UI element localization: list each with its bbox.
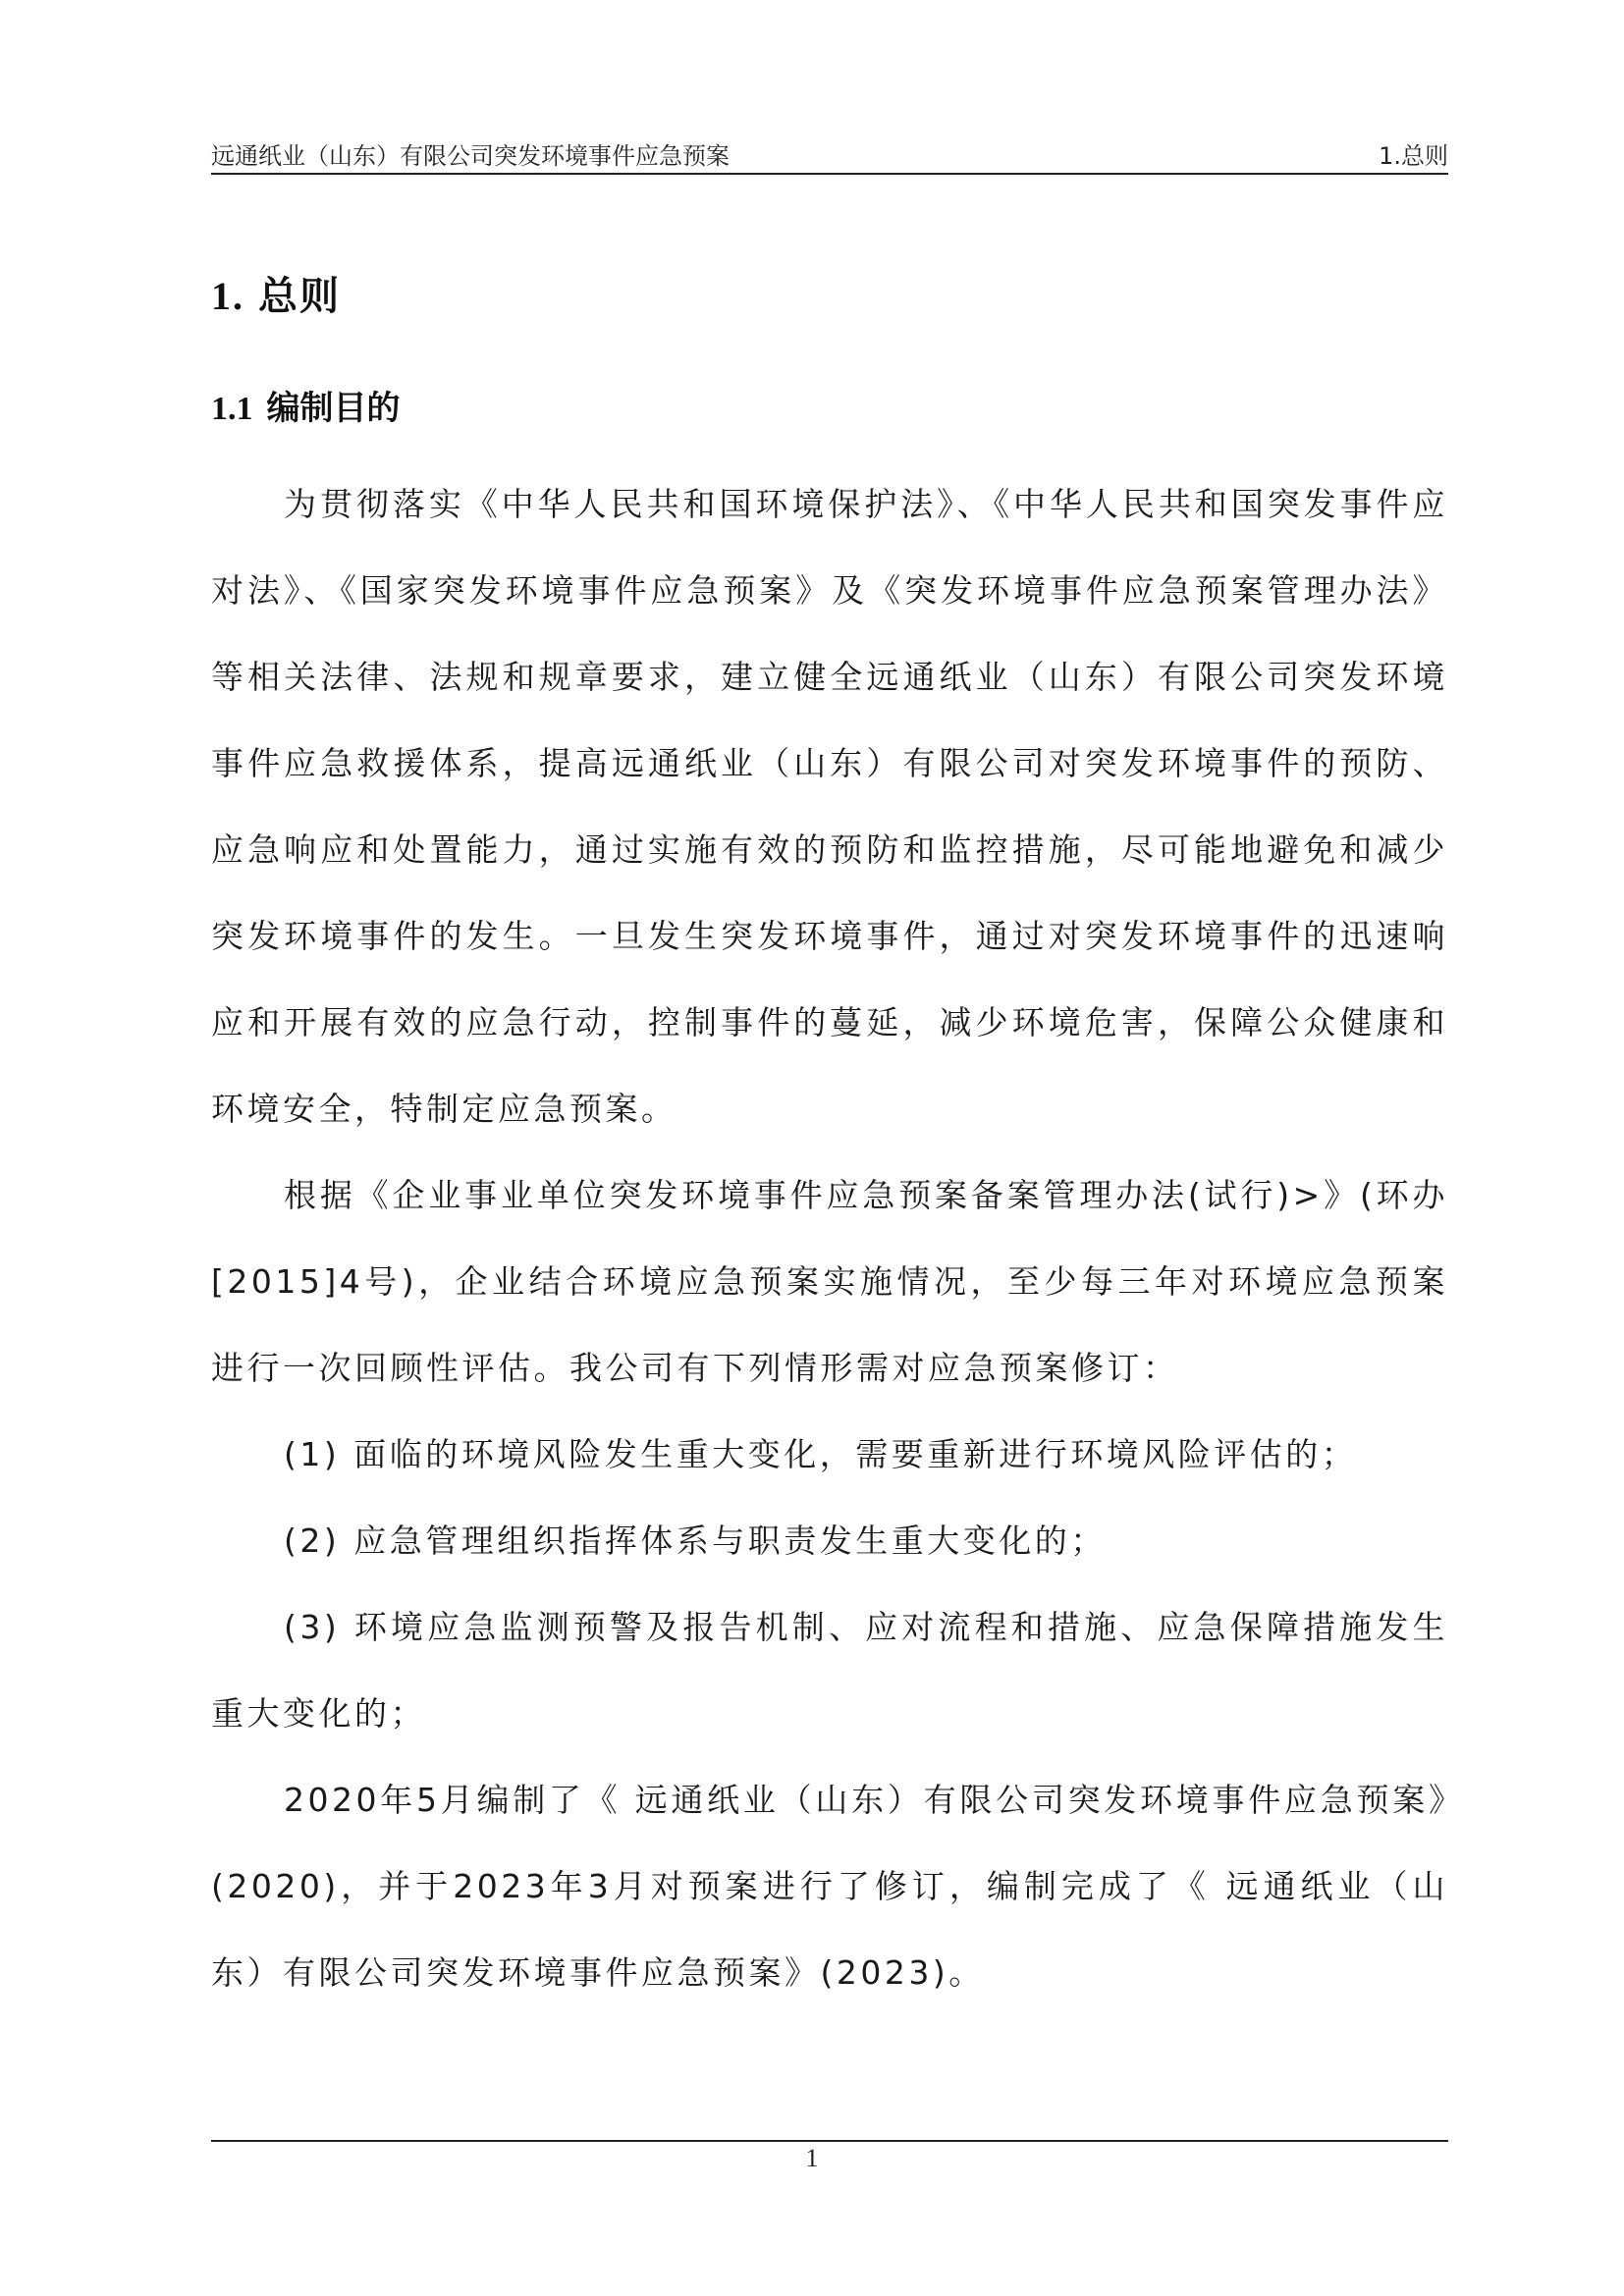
list-item-3: (3) 环境应急监测预警及报告机制、应对流程和措施、应急保障措施发生重大变化的；	[211, 1608, 1448, 1733]
header-divider	[211, 173, 1448, 175]
chapter-heading	[211, 265, 341, 321]
page-header	[211, 137, 1448, 171]
body-text	[211, 461, 1448, 2016]
paragraph-basis: 根据《企业事业单位突发环境事件应急预案备案管理办法(试行)>》(环办[2015]4号)，企业结合环境应急预案实施情况，至少每三年对环境应急预案进行一次回顾性评估。我公司有下列情形需对应急预案修订：	[211, 1176, 1448, 1387]
paragraph-purpose: 为贯彻落实《中华人民共和国环境保护法》、《中华人民共和国突发事件应对法》、《国家突发环境事件应急预案》及《突发环境事件应急预案管理办法》等相关法律、法规和规章要求，建立健全远通纸业（山东）有限公司突发环境事件应急救援体系，提高远通纸业（山东）有限公司对突发环境事件的预防、应急响应和处置能力，通过实施有效的预防和监控措施，尽可能地避免和减少突发环境事件的发生。一旦发生突发环境事件，通过对突发环境事件的迅速响应和开展有效的应急行动，控制事件的蔓延，减少环境危害，保障公众健康和环境安全，特制定应急预案。	[211, 485, 1448, 1128]
list-item-1: (1) 面临的环境风险发生重大变化，需要重新进行环境风险评估的；	[284, 1435, 1358, 1473]
chapter-title: 总则	[258, 274, 341, 319]
section-number: 1.1	[211, 391, 253, 427]
paragraph-history: 2020年5月编制了《 远通纸业（山东）有限公司突发环境事件应急预案》(2020)，并于2023年3月对预案进行了修订，编制完成了《 远通纸业（山东）有限公司突发环境事件应急预案》(2023)。	[211, 1781, 1448, 1992]
footer-divider	[211, 2140, 1448, 2142]
header-section-name: 1.总则	[1379, 142, 1448, 170]
header-document-title: 远通纸业（山东）有限公司突发环境事件应急预案	[211, 142, 730, 170]
page-number: 1	[805, 2144, 819, 2172]
list-item-2: (2) 应急管理组织指挥体系与职责发生重大变化的；	[284, 1522, 1107, 1560]
section-title: 编制目的	[266, 389, 401, 428]
section-heading	[211, 381, 401, 429]
chapter-number: 1.	[211, 274, 244, 318]
